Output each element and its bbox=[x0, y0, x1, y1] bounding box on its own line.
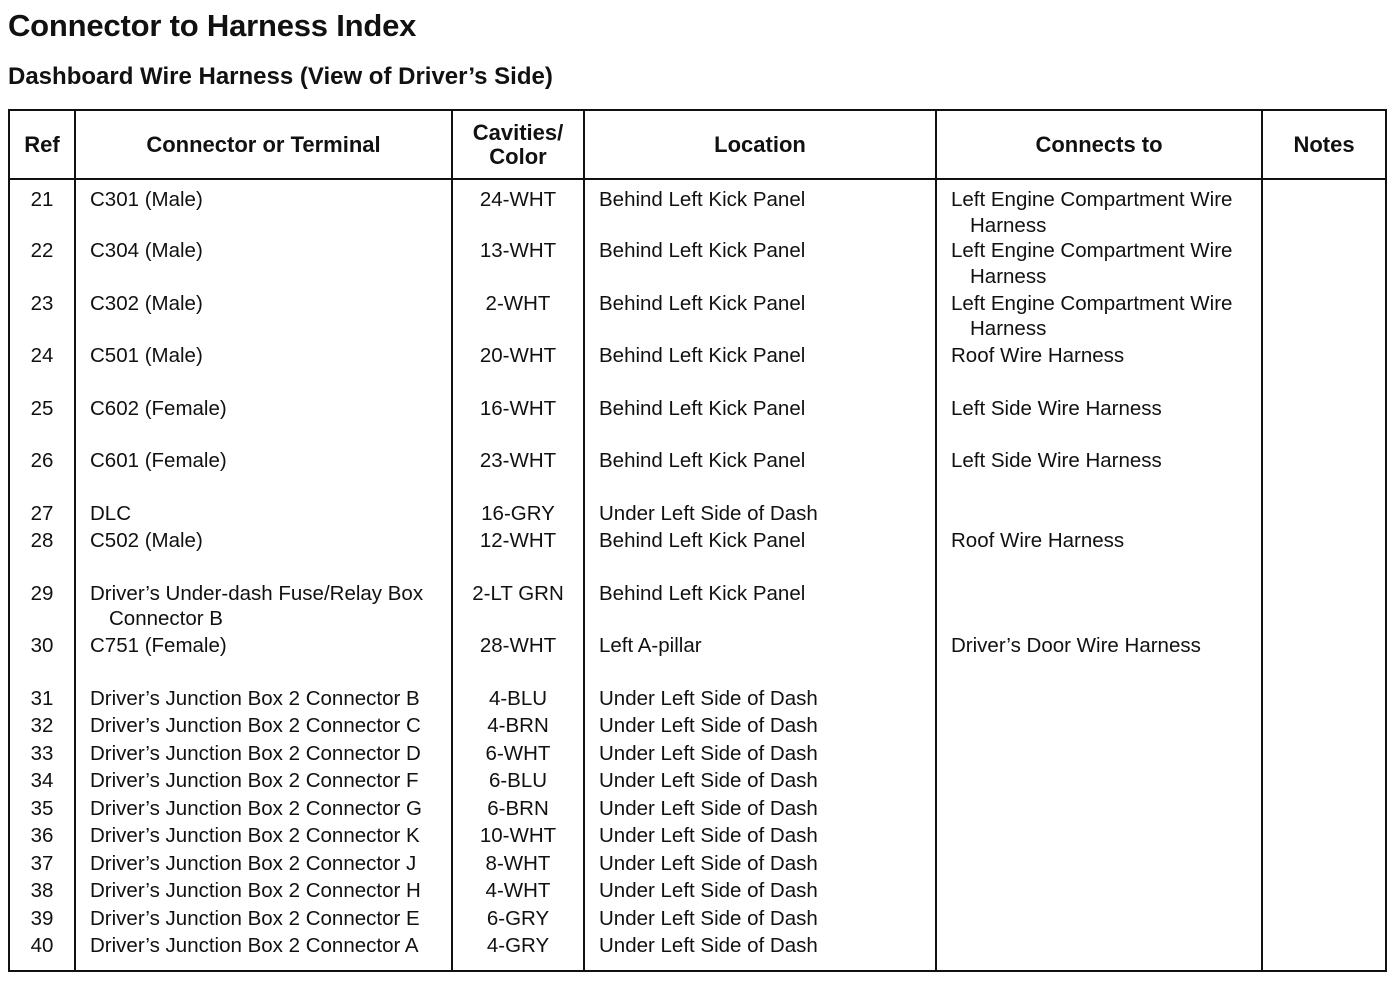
cell-location-text: Under Left Side of Dash bbox=[599, 934, 818, 957]
cell-ref bbox=[9, 823, 75, 851]
cell-cavities bbox=[452, 878, 584, 906]
cell-connects-to bbox=[936, 238, 1262, 291]
cell-connector bbox=[75, 906, 452, 934]
cell-cavities-text: 16-WHT bbox=[479, 396, 557, 420]
cell-connector bbox=[75, 291, 452, 344]
table-row bbox=[9, 581, 1386, 634]
cell-connector bbox=[75, 823, 452, 851]
cell-connects-to-continuation: Harness bbox=[970, 317, 1047, 340]
cell-connector-continuation: Connector B bbox=[109, 607, 223, 630]
cell-location bbox=[584, 179, 936, 238]
cell-ref-text: 25 bbox=[30, 396, 54, 420]
cell-cavities bbox=[452, 686, 584, 714]
cell-connector-text: C302 (Male) bbox=[90, 291, 203, 315]
cell-cavities bbox=[452, 796, 584, 824]
cell-ref bbox=[9, 686, 75, 714]
table-row bbox=[9, 343, 1386, 396]
cell-cavities bbox=[452, 823, 584, 851]
table-row bbox=[9, 823, 1386, 851]
cell-connects-to-text: Left Engine Compartment Wire bbox=[951, 188, 1233, 211]
connector-index-table bbox=[8, 109, 1387, 972]
cell-notes bbox=[1262, 768, 1386, 796]
cell-connector bbox=[75, 851, 452, 879]
cell-ref-text: 28 bbox=[30, 529, 54, 552]
cell-connects-to bbox=[936, 528, 1262, 581]
cell-cavities-text: 4-BRN bbox=[487, 714, 549, 737]
cell-notes bbox=[1262, 528, 1386, 581]
cell-connector bbox=[75, 238, 452, 291]
cell-connects-to-text: Left Engine Compartment Wire bbox=[951, 239, 1233, 262]
cell-location bbox=[584, 396, 936, 449]
cell-notes bbox=[1262, 686, 1386, 714]
cell-connector bbox=[75, 581, 452, 634]
cell-ref-text: 38 bbox=[30, 879, 54, 902]
cell-cavities bbox=[452, 741, 584, 769]
cell-location bbox=[584, 343, 936, 396]
cell-notes bbox=[1262, 343, 1386, 396]
cell-location bbox=[584, 796, 936, 824]
cell-location bbox=[584, 878, 936, 906]
cell-connects-to-text: Roof Wire Harness bbox=[951, 529, 1125, 552]
cell-notes bbox=[1262, 448, 1386, 501]
cell-cavities bbox=[452, 448, 584, 501]
cell-cavities bbox=[452, 906, 584, 934]
cell-connector-text: C304 (Male) bbox=[90, 239, 203, 262]
cell-ref-text: 39 bbox=[30, 906, 54, 930]
cell-connector bbox=[75, 933, 452, 971]
cell-notes bbox=[1262, 396, 1386, 449]
table-row bbox=[9, 851, 1386, 879]
table-row bbox=[9, 396, 1386, 449]
cell-location bbox=[584, 528, 936, 581]
cell-connector bbox=[75, 396, 452, 449]
cell-connects-to bbox=[936, 291, 1262, 344]
table-row bbox=[9, 686, 1386, 714]
cell-cavities-text: 6-GRY bbox=[486, 906, 550, 930]
cell-notes bbox=[1262, 823, 1386, 851]
cell-connects-to bbox=[936, 741, 1262, 769]
cell-notes bbox=[1262, 741, 1386, 769]
cell-connector bbox=[75, 878, 452, 906]
cell-ref-text: 40 bbox=[30, 934, 54, 957]
cell-connects-to bbox=[936, 396, 1262, 449]
cell-connects-to bbox=[936, 851, 1262, 879]
cell-connector-text: C602 (Female) bbox=[90, 396, 227, 420]
cell-ref-text: 31 bbox=[30, 686, 54, 710]
cell-location-text: Under Left Side of Dash bbox=[599, 879, 818, 902]
header-connects-to: Connects to bbox=[936, 110, 1262, 179]
cell-cavities bbox=[452, 528, 584, 581]
header-cavities bbox=[452, 110, 584, 179]
cell-cavities bbox=[452, 343, 584, 396]
cell-connects-to-text: Driver’s Door Wire Harness bbox=[951, 634, 1201, 657]
cell-cavities-text: 24-WHT bbox=[479, 188, 557, 211]
cell-cavities bbox=[452, 501, 584, 529]
cell-location bbox=[584, 741, 936, 769]
header-cavities-line1: Cavities/ bbox=[472, 119, 564, 145]
header-ref: Ref bbox=[9, 110, 75, 179]
table-row bbox=[9, 906, 1386, 934]
cell-ref-text: 35 bbox=[30, 796, 54, 820]
cell-ref bbox=[9, 396, 75, 449]
cell-location bbox=[584, 448, 936, 501]
cell-ref-text: 24 bbox=[30, 344, 54, 367]
page-subtitle: Dashboard Wire Harness (View of Driver’s Side) bbox=[8, 63, 553, 90]
cell-connects-to-text: Left Engine Compartment Wire bbox=[951, 291, 1233, 315]
cell-location bbox=[584, 851, 936, 879]
cell-connector-text: Driver’s Junction Box 2 Connector C bbox=[90, 714, 421, 737]
cell-ref bbox=[9, 501, 75, 529]
cell-connector-text: Driver’s Junction Box 2 Connector E bbox=[90, 906, 420, 930]
cell-connects-to bbox=[936, 878, 1262, 906]
cell-location-text: Under Left Side of Dash bbox=[599, 686, 818, 710]
cell-location-text: Behind Left Kick Panel bbox=[599, 581, 806, 605]
table-row bbox=[9, 501, 1386, 529]
cell-ref-text: 37 bbox=[30, 851, 54, 875]
cell-notes bbox=[1262, 906, 1386, 934]
cell-connector bbox=[75, 796, 452, 824]
cell-location-text: Behind Left Kick Panel bbox=[599, 239, 806, 262]
cell-ref-text: 23 bbox=[30, 291, 54, 315]
cell-location-text: Left A-pillar bbox=[599, 634, 702, 657]
cell-cavities-text: 23-WHT bbox=[479, 449, 557, 472]
cell-ref-text: 22 bbox=[30, 239, 54, 262]
cell-connector-text: Driver’s Junction Box 2 Connector F bbox=[90, 769, 419, 792]
cell-ref-text: 27 bbox=[30, 501, 54, 525]
header-cavities-line2: Color bbox=[489, 143, 547, 169]
cell-location-text: Under Left Side of Dash bbox=[599, 741, 818, 765]
cell-connects-to bbox=[936, 713, 1262, 741]
cell-connector-text: C301 (Male) bbox=[90, 188, 203, 211]
cell-location-text: Under Left Side of Dash bbox=[599, 851, 818, 875]
cell-notes bbox=[1262, 633, 1386, 686]
cell-cavities bbox=[452, 851, 584, 879]
table-row bbox=[9, 528, 1386, 581]
cell-notes bbox=[1262, 238, 1386, 291]
cell-ref-text: 34 bbox=[30, 769, 54, 792]
table-row bbox=[9, 448, 1386, 501]
cell-notes bbox=[1262, 851, 1386, 879]
cell-cavities-text: 6-BRN bbox=[487, 796, 549, 820]
cell-cavities-text: 6-WHT bbox=[485, 741, 551, 765]
cell-ref bbox=[9, 528, 75, 581]
page-title: Connector to Harness Index bbox=[8, 8, 417, 43]
cell-ref bbox=[9, 796, 75, 824]
cell-location-text: Under Left Side of Dash bbox=[599, 769, 818, 792]
cell-notes bbox=[1262, 713, 1386, 741]
cell-connector-text: Driver’s Junction Box 2 Connector J bbox=[90, 851, 417, 875]
cell-ref bbox=[9, 448, 75, 501]
cell-cavities-text: 20-WHT bbox=[479, 344, 557, 367]
cell-ref bbox=[9, 238, 75, 291]
cell-connector bbox=[75, 713, 452, 741]
cell-connects-to bbox=[936, 501, 1262, 529]
cell-connects-to bbox=[936, 768, 1262, 796]
cell-connector-text: C502 (Male) bbox=[90, 529, 203, 552]
cell-location-text: Behind Left Kick Panel bbox=[599, 291, 806, 315]
cell-ref bbox=[9, 179, 75, 238]
cell-cavities bbox=[452, 396, 584, 449]
cell-cavities-text: 16-GRY bbox=[481, 501, 555, 525]
cell-connector-text: C501 (Male) bbox=[90, 344, 203, 367]
cell-notes bbox=[1262, 933, 1386, 971]
table-row bbox=[9, 238, 1386, 291]
cell-location bbox=[584, 906, 936, 934]
table-row bbox=[9, 741, 1386, 769]
cell-connects-to bbox=[936, 796, 1262, 824]
cell-location bbox=[584, 238, 936, 291]
cell-connector-text: Driver’s Junction Box 2 Connector B bbox=[90, 686, 420, 710]
cell-cavities-text: 4-BLU bbox=[488, 686, 548, 710]
cell-connector bbox=[75, 686, 452, 714]
cell-cavities-text: 8-WHT bbox=[485, 851, 551, 875]
table-row bbox=[9, 633, 1386, 686]
cell-ref bbox=[9, 581, 75, 634]
cell-location-text: Behind Left Kick Panel bbox=[599, 396, 806, 420]
cell-ref bbox=[9, 851, 75, 879]
cell-ref-text: 33 bbox=[30, 741, 54, 765]
cell-connector-text: Driver’s Under-dash Fuse/Relay Box bbox=[90, 581, 424, 605]
cell-cavities bbox=[452, 238, 584, 291]
cell-cavities-text: 12-WHT bbox=[479, 529, 557, 552]
cell-ref bbox=[9, 291, 75, 344]
cell-cavities bbox=[452, 581, 584, 634]
cell-location bbox=[584, 713, 936, 741]
cell-connects-to bbox=[936, 179, 1262, 238]
cell-connects-to-text: Left Side Wire Harness bbox=[951, 396, 1162, 420]
cell-ref bbox=[9, 933, 75, 971]
cell-location-text: Under Left Side of Dash bbox=[599, 796, 818, 820]
cell-cavities-text: 2-WHT bbox=[485, 291, 551, 315]
cell-ref-text: 26 bbox=[30, 449, 54, 472]
cell-connector bbox=[75, 179, 452, 238]
cell-connects-to-text: Left Side Wire Harness bbox=[951, 449, 1162, 472]
table-header-row bbox=[9, 110, 1386, 179]
cell-connector bbox=[75, 448, 452, 501]
cell-ref-text: 36 bbox=[30, 824, 54, 847]
cell-ref-text: 29 bbox=[30, 581, 54, 605]
cell-connects-to bbox=[936, 343, 1262, 396]
cell-connects-to-continuation: Harness bbox=[970, 213, 1047, 237]
cell-ref bbox=[9, 741, 75, 769]
cell-ref-text: 30 bbox=[30, 634, 54, 657]
table-row bbox=[9, 878, 1386, 906]
cell-connects-to bbox=[936, 581, 1262, 634]
table-row bbox=[9, 768, 1386, 796]
cell-connects-to bbox=[936, 823, 1262, 851]
cell-location-text: Behind Left Kick Panel bbox=[599, 529, 806, 552]
cell-cavities bbox=[452, 179, 584, 238]
cell-ref bbox=[9, 343, 75, 396]
cell-location-text: Under Left Side of Dash bbox=[599, 906, 818, 930]
cell-notes bbox=[1262, 581, 1386, 634]
cell-connector-text: Driver’s Junction Box 2 Connector H bbox=[90, 879, 421, 902]
cell-cavities bbox=[452, 291, 584, 344]
cell-connector bbox=[75, 501, 452, 529]
cell-connector-text: C601 (Female) bbox=[90, 449, 227, 472]
cell-connector bbox=[75, 768, 452, 796]
cell-connects-to bbox=[936, 633, 1262, 686]
cell-ref bbox=[9, 906, 75, 934]
cell-connects-to bbox=[936, 933, 1262, 971]
cell-connector-text: Driver’s Junction Box 2 Connector A bbox=[90, 934, 419, 957]
cell-cavities-text: 28-WHT bbox=[479, 634, 557, 657]
cell-cavities bbox=[452, 933, 584, 971]
cell-location-text: Under Left Side of Dash bbox=[599, 824, 818, 847]
cell-connector bbox=[75, 528, 452, 581]
cell-ref bbox=[9, 878, 75, 906]
cell-location bbox=[584, 291, 936, 344]
header-connector: Connector or Terminal bbox=[75, 110, 452, 179]
cell-connects-to bbox=[936, 448, 1262, 501]
cell-location-text: Under Left Side of Dash bbox=[599, 714, 818, 737]
cell-notes bbox=[1262, 291, 1386, 344]
cell-cavities-text: 13-WHT bbox=[479, 239, 557, 262]
cell-cavities bbox=[452, 713, 584, 741]
cell-location-text: Behind Left Kick Panel bbox=[599, 344, 806, 367]
cell-connector-text: Driver’s Junction Box 2 Connector K bbox=[90, 824, 420, 847]
cell-connects-to bbox=[936, 686, 1262, 714]
header-location: Location bbox=[584, 110, 936, 179]
cell-location bbox=[584, 686, 936, 714]
cell-ref bbox=[9, 768, 75, 796]
table-row bbox=[9, 291, 1386, 344]
cell-connector-text: Driver’s Junction Box 2 Connector G bbox=[90, 796, 422, 820]
cell-ref bbox=[9, 713, 75, 741]
cell-connects-to-continuation: Harness bbox=[970, 264, 1047, 288]
cell-connector bbox=[75, 741, 452, 769]
cell-connects-to bbox=[936, 906, 1262, 934]
cell-connector-text: DLC bbox=[90, 501, 132, 525]
cell-cavities-text: 4-GRY bbox=[486, 934, 550, 957]
cell-notes bbox=[1262, 878, 1386, 906]
cell-location-text: Behind Left Kick Panel bbox=[599, 449, 806, 472]
cell-location-text: Under Left Side of Dash bbox=[599, 501, 818, 525]
header-notes: Notes bbox=[1262, 110, 1386, 179]
cell-cavities-text: 2-LT GRN bbox=[472, 581, 564, 605]
table-body bbox=[9, 179, 1386, 971]
cell-location bbox=[584, 501, 936, 529]
cell-cavities-text: 4-WHT bbox=[485, 879, 551, 902]
cell-location-text: Behind Left Kick Panel bbox=[599, 188, 806, 211]
cell-cavities-text: 10-WHT bbox=[479, 824, 557, 847]
cell-connector-text: Driver’s Junction Box 2 Connector D bbox=[90, 741, 421, 765]
table-row bbox=[9, 713, 1386, 741]
cell-ref-text: 21 bbox=[30, 188, 54, 211]
cell-location bbox=[584, 633, 936, 686]
table-row bbox=[9, 933, 1386, 971]
cell-ref-text: 32 bbox=[30, 714, 54, 737]
cell-cavities bbox=[452, 768, 584, 796]
table-row bbox=[9, 796, 1386, 824]
cell-location bbox=[584, 823, 936, 851]
cell-ref bbox=[9, 633, 75, 686]
cell-cavities bbox=[452, 633, 584, 686]
cell-location bbox=[584, 768, 936, 796]
cell-location bbox=[584, 581, 936, 634]
cell-connector bbox=[75, 633, 452, 686]
cell-connector-text: C751 (Female) bbox=[90, 634, 227, 657]
cell-location bbox=[584, 933, 936, 971]
cell-notes bbox=[1262, 179, 1386, 238]
cell-connector bbox=[75, 343, 452, 396]
cell-connects-to-text: Roof Wire Harness bbox=[951, 344, 1125, 367]
cell-notes bbox=[1262, 501, 1386, 529]
table-row bbox=[9, 179, 1386, 238]
cell-cavities-text: 6-BLU bbox=[488, 769, 548, 792]
cell-notes bbox=[1262, 796, 1386, 824]
